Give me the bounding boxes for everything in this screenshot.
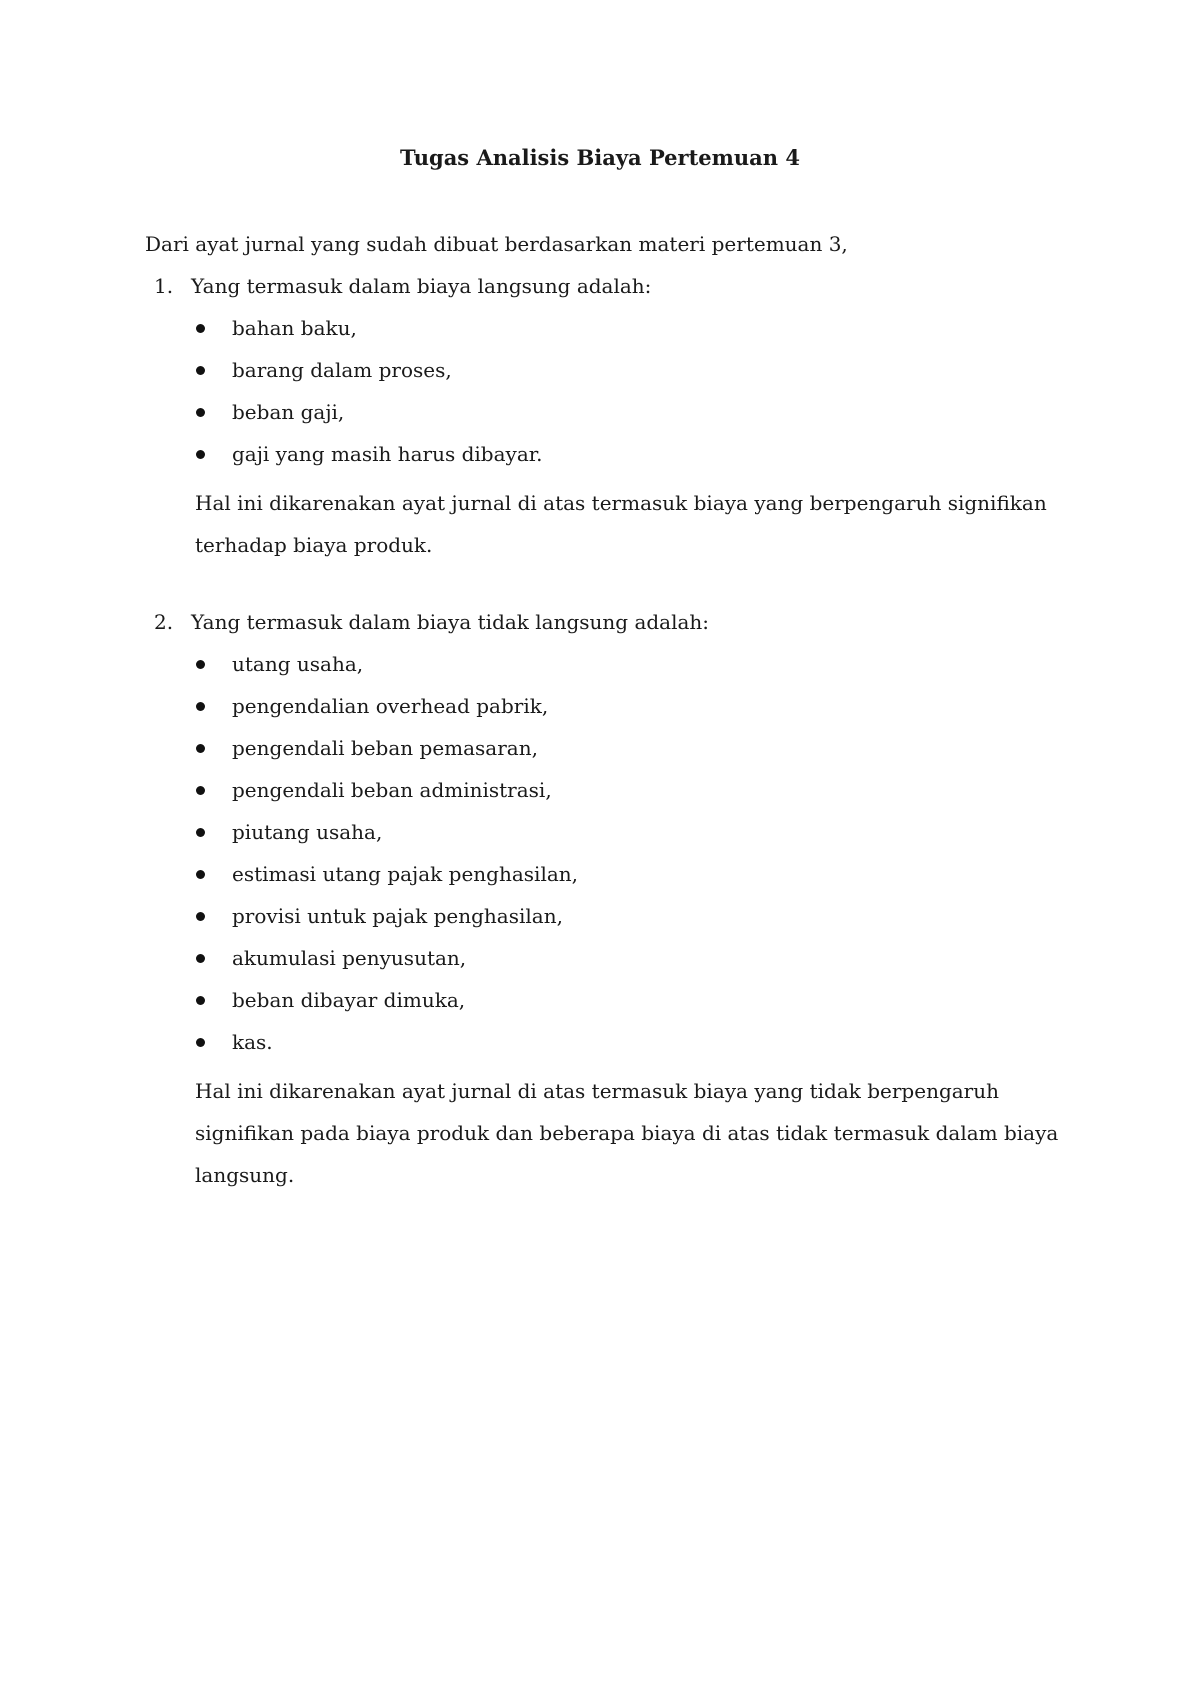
list-item	[145, 944, 1085, 986]
list-item-text: utang usaha,	[232, 652, 364, 676]
list-item	[145, 734, 1085, 776]
list-item	[145, 356, 1085, 398]
bullet-list	[145, 314, 1085, 482]
list-item	[145, 818, 1085, 860]
list-item	[145, 1028, 1085, 1070]
list-item	[145, 650, 1085, 692]
list-item-text: pengendali beban administrasi,	[232, 778, 552, 802]
bullet-icon	[196, 870, 205, 879]
list-item-text: bahan baku,	[232, 316, 357, 340]
section-indirect-costs	[145, 608, 1085, 1196]
list-item-text: beban dibayar dimuka,	[232, 988, 466, 1012]
section-note: Hal ini dikarenakan ayat jurnal di atas termasuk biaya yang berpengaruh signifikan terhadap biaya produk.	[195, 491, 1047, 557]
section-direct-costs	[145, 272, 1085, 566]
bullet-icon	[196, 702, 205, 711]
list-item	[145, 314, 1085, 356]
list-item-text: beban gaji,	[232, 400, 345, 424]
bullet-icon	[196, 996, 205, 1005]
list-item	[145, 440, 1085, 482]
list-item	[145, 986, 1085, 1028]
list-item	[145, 902, 1085, 944]
bullet-icon	[196, 786, 205, 795]
bullet-icon	[196, 1038, 205, 1047]
bullet-icon	[196, 744, 205, 753]
item-heading: Yang termasuk dalam biaya tidak langsung adalah:	[191, 610, 710, 634]
bullet-list	[145, 650, 1085, 1070]
bullet-icon	[196, 324, 205, 333]
bullet-icon	[196, 660, 205, 669]
numbered-item	[145, 608, 1085, 650]
list-item-text: gaji yang masih harus dibayar.	[232, 442, 543, 466]
list-item	[145, 692, 1085, 734]
numbered-item	[145, 272, 1085, 314]
list-item-text: piutang usaha,	[232, 820, 383, 844]
item-number: 2.	[154, 610, 174, 634]
list-item	[145, 860, 1085, 902]
item-heading: Yang termasuk dalam biaya langsung adalah:	[191, 274, 652, 298]
list-item	[145, 776, 1085, 818]
list-item-text: estimasi utang pajak penghasilan,	[232, 862, 578, 886]
bullet-icon	[196, 828, 205, 837]
list-item-text: pengendalian overhead pabrik,	[232, 694, 549, 718]
list-item-text: akumulasi penyusutan,	[232, 946, 467, 970]
bullet-icon	[196, 366, 205, 375]
list-item-text: provisi untuk pajak penghasilan,	[232, 904, 563, 928]
intro-paragraph: Dari ayat jurnal yang sudah dibuat berdasarkan materi pertemuan 3,	[145, 232, 848, 256]
document-title: Tugas Analisis Biaya Pertemuan 4	[400, 145, 800, 170]
bullet-icon	[196, 912, 205, 921]
section-note: Hal ini dikarenakan ayat jurnal di atas termasuk biaya yang tidak berpengaruh signifikan pada biaya produk dan beberapa biaya di atas tidak termasuk dalam biaya langsung.	[195, 1079, 1059, 1187]
list-item-text: barang dalam proses,	[232, 358, 452, 382]
bullet-icon	[196, 408, 205, 417]
bullet-icon	[196, 450, 205, 459]
bullet-icon	[196, 954, 205, 963]
list-item-text: pengendali beban pemasaran,	[232, 736, 538, 760]
list-item	[145, 398, 1085, 440]
item-number: 1.	[154, 274, 174, 298]
list-item-text: kas.	[232, 1030, 273, 1054]
